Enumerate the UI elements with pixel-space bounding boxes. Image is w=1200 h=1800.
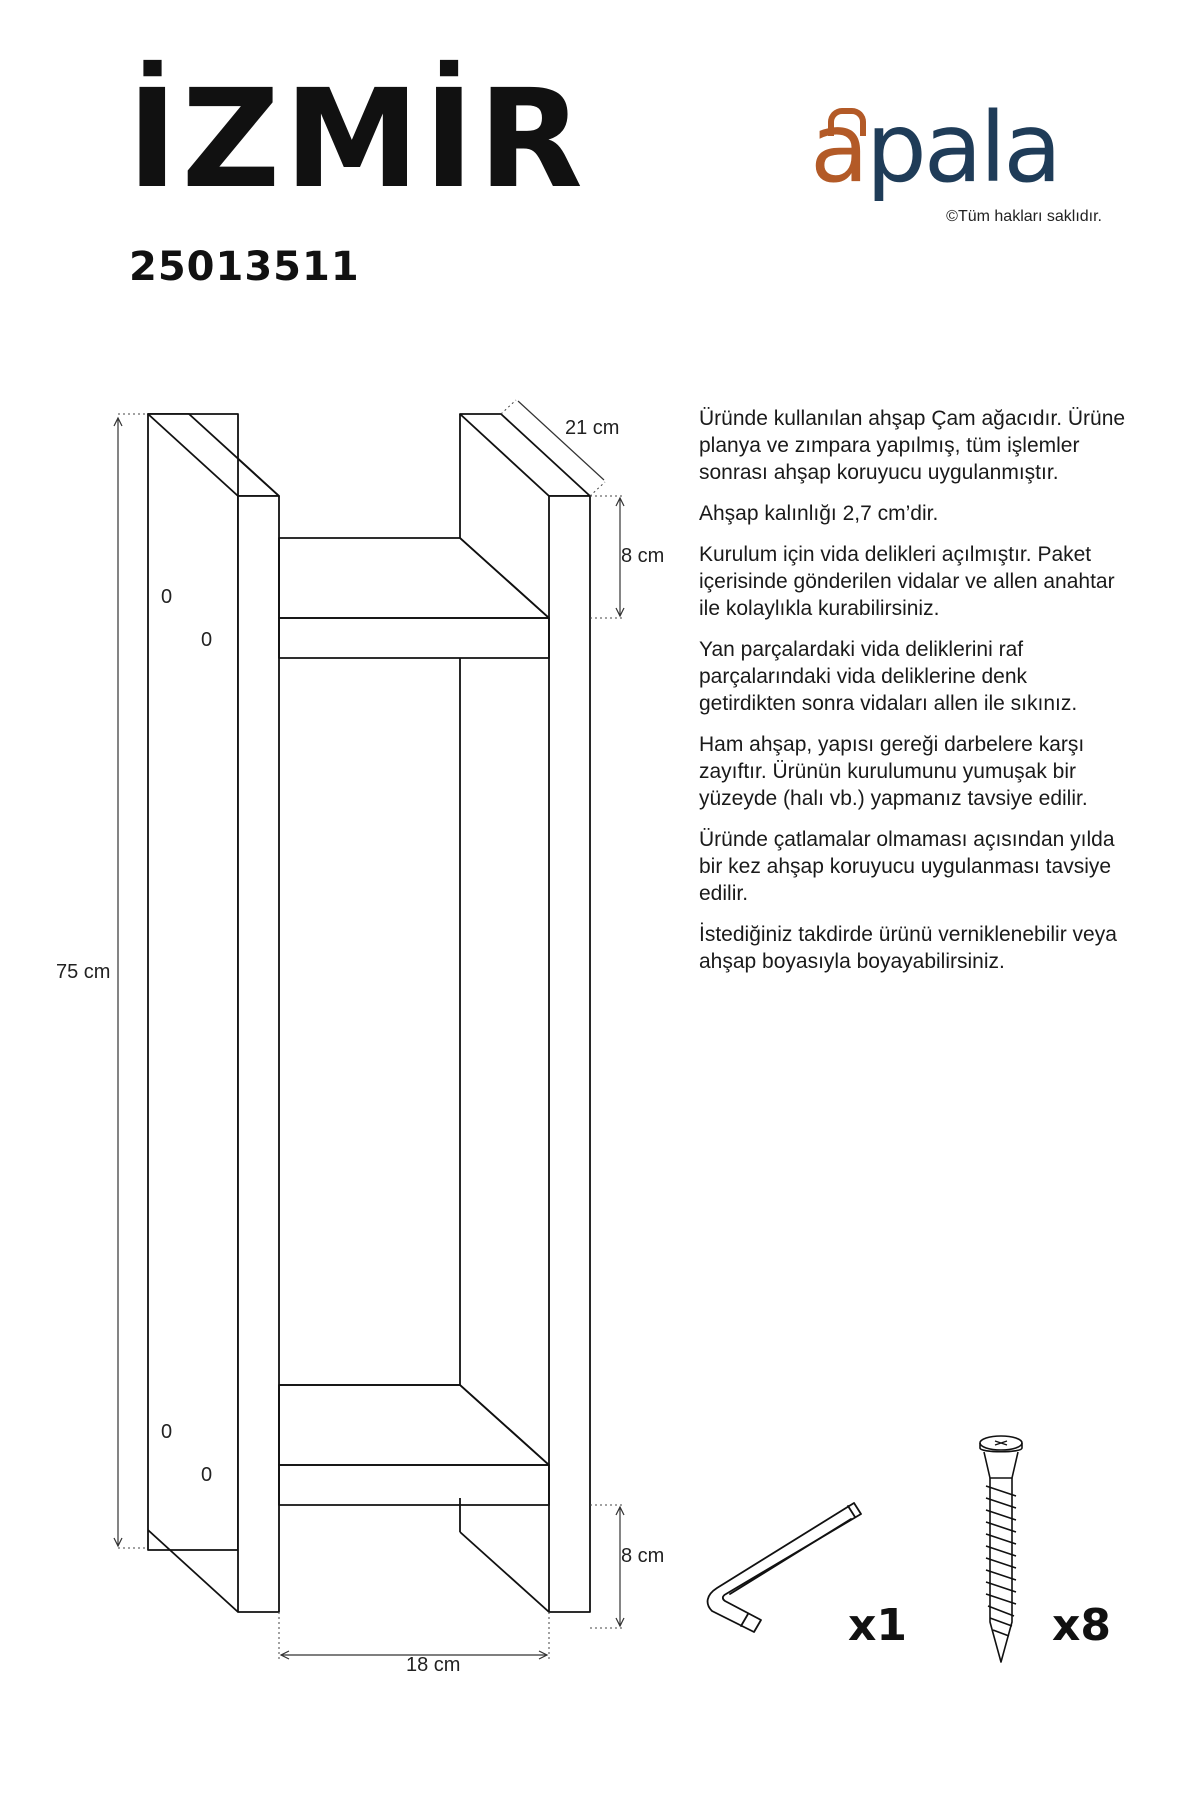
product-code: 25013511 — [129, 244, 360, 290]
screw-hole-mark: 0 — [201, 629, 213, 651]
bottom-shelf — [279, 1385, 549, 1505]
top-shelf — [279, 538, 549, 658]
copyright-notice: ©Tüm hakları saklıdır. — [946, 208, 1102, 225]
bottom-gap-label: 8 cm — [621, 1545, 665, 1567]
top-gap-label: 8 cm — [621, 545, 665, 567]
screw-hole-mark: 0 — [161, 1421, 173, 1443]
back-opening — [279, 658, 549, 1465]
note-paragraph: Üründe çatlamalar olmaması açısından yılda bir kez ahşap koruyucu uygulanması tavsiye edilir. — [699, 828, 1115, 905]
screw-hole-mark: 0 — [201, 1464, 213, 1486]
note-paragraph: Üründe kullanılan ahşap Çam ağacıdır. Ürüne planya ve zımpara yapılmış, tüm işlemler sonrası ahşap koruyucu uygulanmıştır. — [699, 407, 1126, 484]
screw-hole-mark: 0 — [161, 586, 173, 608]
note-paragraph: Yan parçalardaki vida deliklerini raf parçalarındaki vida deliklerine denk getirdikten sonra vidaları allen ile sıkınız. — [699, 638, 1078, 715]
brand-wordmark: apala — [810, 92, 1060, 204]
right-side-panel — [460, 414, 590, 1612]
note-paragraph: İstediğiniz takdirde ürünü verniklenebilir veya ahşap boyasıyla boyayabilirsiniz. — [699, 923, 1117, 973]
depth-label: 21 cm — [565, 417, 620, 439]
screw-icon — [980, 1436, 1022, 1662]
width-label: 18 cm — [406, 1654, 461, 1676]
product-title: İZMİR — [127, 61, 587, 219]
note-paragraph: Ahşap kalınlığı 2,7 cm’dir. — [699, 502, 939, 525]
allen-key-icon — [708, 1503, 861, 1632]
allen-key-quantity: x1 — [848, 1600, 907, 1651]
product-notes — [699, 405, 1129, 989]
screw-quantity: x8 — [1052, 1600, 1111, 1651]
note-paragraph: Ham ahşap, yapısı gereği darbelere karşı zayıftır. Ürünün kurulumunu yumuşak bir yüzeyde (halı vb.) yapmanız tavsiye edilir. — [699, 733, 1088, 810]
height-label: 75 cm — [56, 961, 111, 983]
note-paragraph: Kurulum için vida delikleri açılmıştır. Paket içerisinde gönderilen vidalar ve allen anahtar ile kolaylıkla kurabilirsiniz. — [699, 543, 1115, 620]
